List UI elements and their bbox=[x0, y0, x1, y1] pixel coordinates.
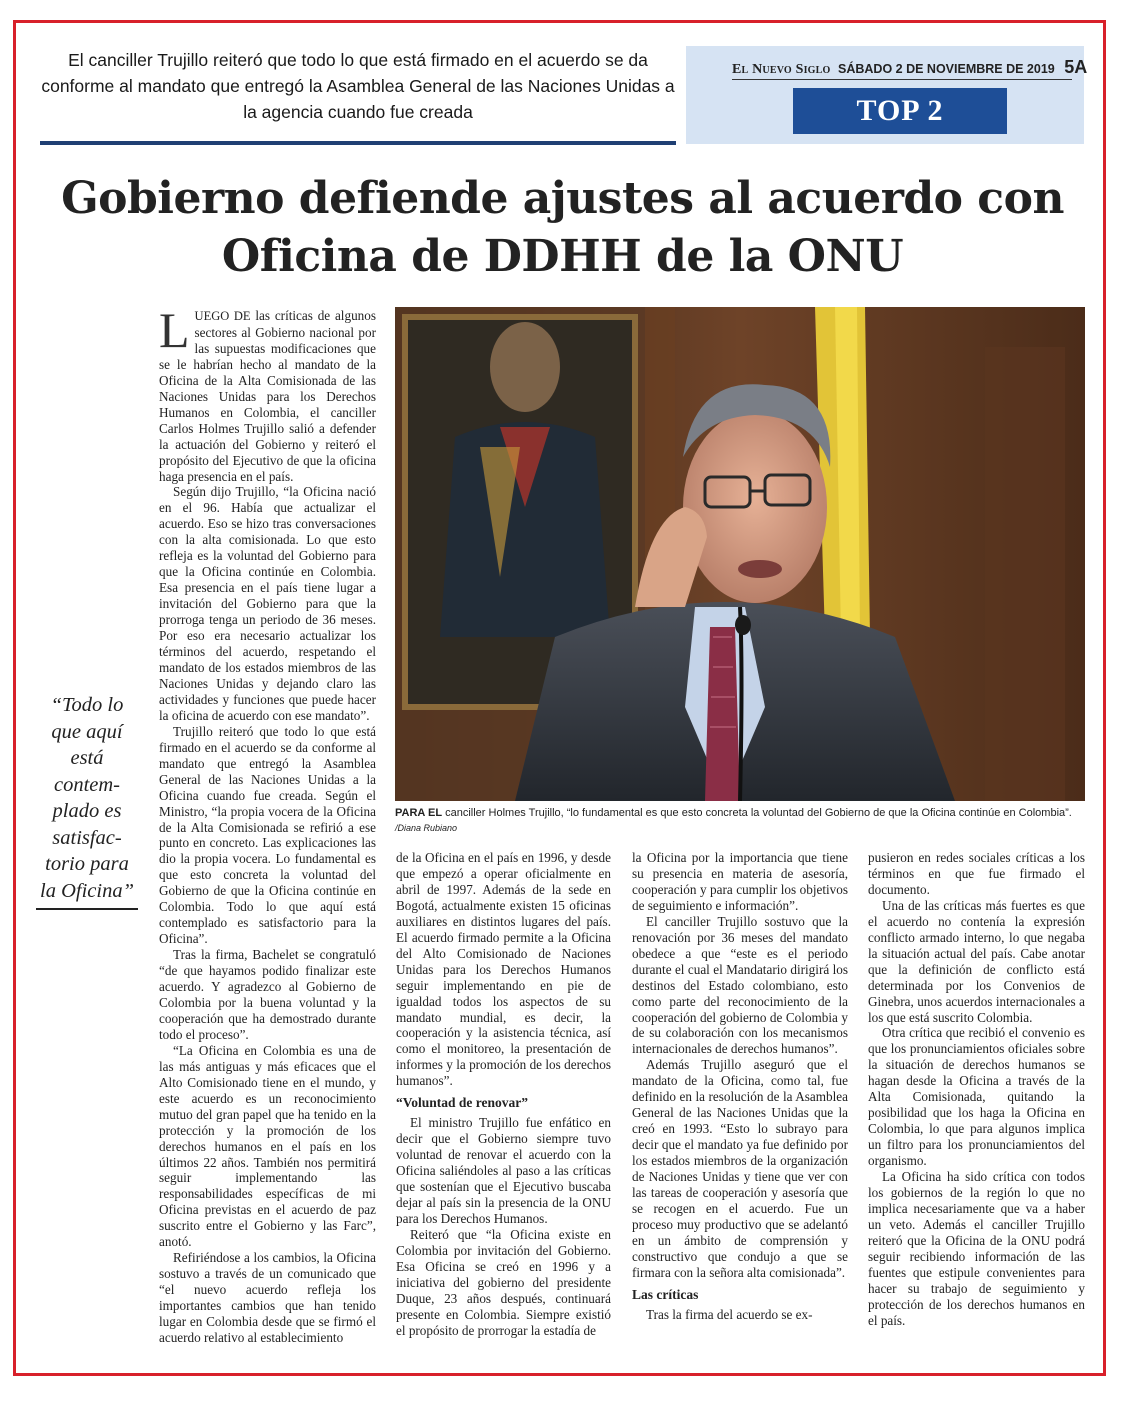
article-column-2 bbox=[396, 850, 611, 1339]
headline: Gobierno defiende ajustes al acuerdo con Oficina de DDHH de la ONU bbox=[61, 173, 1064, 282]
article-paragraph: Otra crítica que recibió el convenio es que los pronunciamientos oficiales sobre la situación de derechos humanos se hagan desde la Oficina a través de la Alta Comisionada, quitando la posibilidad que los haga la Oficina en Colombia, lo que para algunos implica un filtro para los pronunciamientos del organismo. bbox=[868, 1025, 1085, 1169]
article-paragraph: LUEGO DE las críticas de algunos sectores al Gobierno nacional por las supuestas modificaciones que se le habrían hecho al mandato de la Oficina de la Alta Comisionada de las Naciones Unidas para los Derechos Humanos en Colombia, el canciller Carlos Holmes Trujillo salió a defender la actuación del Gobierno y reiteró el propósito del Ejecutivo de que la oficina haga presencia en el país. bbox=[159, 302, 376, 484]
article-paragraph: Trujillo reiteró que todo lo que está firmado en el acuerdo se da conforme al mandato que entregó la Asamblea General de las Naciones Unidas a la Oficina cuando fue creada. Según el Ministro, “la propia vocera de la Oficina de la Alta Comisionada se refirió a ese punto en concreto. Las explicaciones las dio la propia vocera. Lo fundamental es que esto concreta la voluntad del Gobierno de que la Oficina continúe en Colombia. Todo lo que aquí está contemplado es satisfactorio para la Oficina”. bbox=[159, 723, 376, 947]
lead-in: UEGO DE bbox=[194, 309, 251, 323]
pull-quote: “Todo lo que aquí está contem- plado es satisfac- torio para la Oficina” bbox=[40, 694, 134, 902]
page-number: 5A bbox=[1064, 57, 1088, 77]
masthead-divider bbox=[732, 79, 1072, 80]
article-paragraph: de la Oficina en el país en 1996, y desde que empezó a operar oficialmente en abril de 1997. Además de la sede en Bogotá, actualmente existen 15 oficinas auxiliares en distintos lugares del país. El acuerdo firmado permite a la Oficina del Alto Comisionado de Naciones Unidas para los Derechos Humanos seguir implementando en pie de igualdad todos los aspectos de su mandato mundial, es decir, la cooperación y la asistencia técnica, así como el monitoreo, la presentación de informes y la promoción de los derechos humanos”. bbox=[396, 850, 611, 1089]
article-paragraph: Tras la firma, Bachelet se congratuló “de que hayamos podido finalizar este acuerdo. Y agradezco al Gobierno de Colombia por la buena voluntad y la cooperación que ha demostrado durante todo el proceso”. bbox=[159, 947, 376, 1042]
masthead bbox=[732, 57, 1087, 78]
article-paragraph: La Oficina ha sido crítica con todos los gobiernos de la región lo que no implica necesariamente que va a haber un veto. Además el canciller Trujillo reiteró que la Oficina de la ONU podrá seguir recibiendo información de las fuentes que estipule convenientes para hacer su trabajo de seguimiento y protección de los derechos humanos en el país. bbox=[868, 1169, 1085, 1328]
summary-divider bbox=[40, 141, 676, 145]
article-paragraph: Una de las críticas más fuertes es que el acuerdo no contenía la expresión conflicto armado interno, lo que negaba la situación actual del país. Cabe anotar que la definición de conflicto está determinada por los Convenios de Ginebra, unos acuerdos internacionales a los que está suscrito Colombia. bbox=[868, 897, 1085, 1025]
article-paragraph: Reiteró que “la Oficina existe en Colombia por invitación del Gobierno. Esa Oficina se creó en 1996 y a iniciativa del gobierno del presidente Duque, 23 años después, continuará presente en Colombia. Siempre existió el propósito de prorrogar la estadía de bbox=[396, 1226, 611, 1338]
subheading: Las críticas bbox=[632, 1286, 699, 1302]
article-photo bbox=[395, 307, 1085, 801]
summary-blurb: El canciller Trujillo reiteró que todo lo que está firmado en el acuerdo se da conforme al mandato que entregó la Asamblea General de las Naciones Unidas a la agencia cuando fue creada bbox=[41, 50, 675, 122]
article-paragraph: Refiriéndose a los cambios, la Oficina sostuvo a través de un comunicado que “el nuevo acuerdo refleja los importantes cambios que han tenido lugar en Colombia desde que se firmó el acuerdo relativo al establecimiento bbox=[159, 1250, 376, 1345]
article-paragraph: Tras la firma del acuerdo se ex- bbox=[646, 1306, 813, 1322]
article-paragraph: El canciller Trujillo sostuvo que la renovación por 36 meses del mandato obedece a que “este es el periodo durante el cual el Mandatario dirigirá los destinos del Estado colombiano, esto como parte del reconocimiento de la cooperación del gobierno de Colombia y de su colaboración con los mecanismos internacionales de derechos humanos”. bbox=[632, 913, 848, 1057]
article-column-4 bbox=[868, 850, 1085, 1329]
article-paragraph: “La Oficina en Colombia es una de las más antiguas y más eficaces que el Alto Comisionado tiene en el mundo, y este acuerdo es un reconocimiento mutuo del gran papel que ha tenido en la protección y la promoción de los derechos humanos en el país en los últimos 22 años. También nos permitirá seguir implementando las responsabilidades específicas de mi Oficina previstas en el acuerdo de paz suscrito entre el Gobierno y las Farc”, anotó. bbox=[159, 1042, 376, 1250]
photo-illustration bbox=[395, 307, 1085, 801]
pull-quote-rule bbox=[36, 908, 138, 910]
subheading: “Voluntad de renovar” bbox=[396, 1095, 529, 1111]
article-paragraph: Además Trujillo aseguró que el mandato de la Oficina, como tal, fue definido en la resolución de la Asamblea General de las Naciones Unidas que la creó en 1993. “Esto lo subrayo para decir que el mandato ya fue definido por los estados miembros de la organización de Naciones Unidas y tiene que ver con las tareas de cooperación y asesoría que se recogen en el acuerdo. Fue un proceso muy productivo que se adelantó en un ámbito de comprensión y constructivo que condujo a que se firmara con la señora alta comisionada”. bbox=[632, 1057, 848, 1280]
photo-caption bbox=[395, 806, 1085, 836]
caption-lead: PARA EL bbox=[395, 807, 443, 819]
article-paragraph: la Oficina por la importancia que tiene su presencia en materia de asesoría, cooperación y para cumplir los objetivos de seguimiento e información”. bbox=[632, 850, 848, 913]
photo-credit: /Diana Rubiano bbox=[395, 823, 458, 833]
drop-cap: L bbox=[159, 302, 190, 358]
article-paragraph: El ministro Trujillo fue enfático en decir que el Gobierno siempre tuvo voluntad de renovar el acuerdo con la Oficina saliéndoles al paso a las críticas que sostenían que el Ejecutivo buscaba dejar al país sin la presencia de la ONU para los Derechos Humanos. bbox=[396, 1115, 611, 1226]
article-column-1 bbox=[159, 302, 376, 1346]
section-badge: TOP 2 bbox=[793, 88, 1007, 134]
page-header bbox=[686, 46, 1088, 144]
newspaper-name: El Nuevo Siglo bbox=[732, 62, 831, 77]
article-column-3 bbox=[632, 850, 848, 1323]
article-paragraph: pusieron en redes sociales críticas a los términos en que fue firmado el documento. bbox=[868, 850, 1085, 897]
issue-date: SÁBADO 2 DE NOVIEMBRE DE 2019 bbox=[838, 62, 1055, 76]
article-paragraph: Según dijo Trujillo, “la Oficina nació en el 96. Había que actualizar el acuerdo. Eso se hizo tras conversaciones con la alta comisionada. Lo que esto refleja es la voluntad del Gobierno para que la Oficina continúe en Colombia. Esa presencia en el país tiene lugar a invitación del Gobierno para que la prorroga tenga un periodo de 36 meses. Por eso era necesario actualizar los términos del acuerdo, respetando el mandato de los estados miembros de las Naciones Unidas y dejando claro las actividades y funciones que puede hacer la oficina de acuerdo con ese mandato”. bbox=[159, 484, 376, 723]
caption-text: canciller Holmes Trujillo, “lo fundamental es que esto concreta la voluntad del Gobierno de que la Oficina continúe en Colombia”. bbox=[442, 807, 1072, 819]
